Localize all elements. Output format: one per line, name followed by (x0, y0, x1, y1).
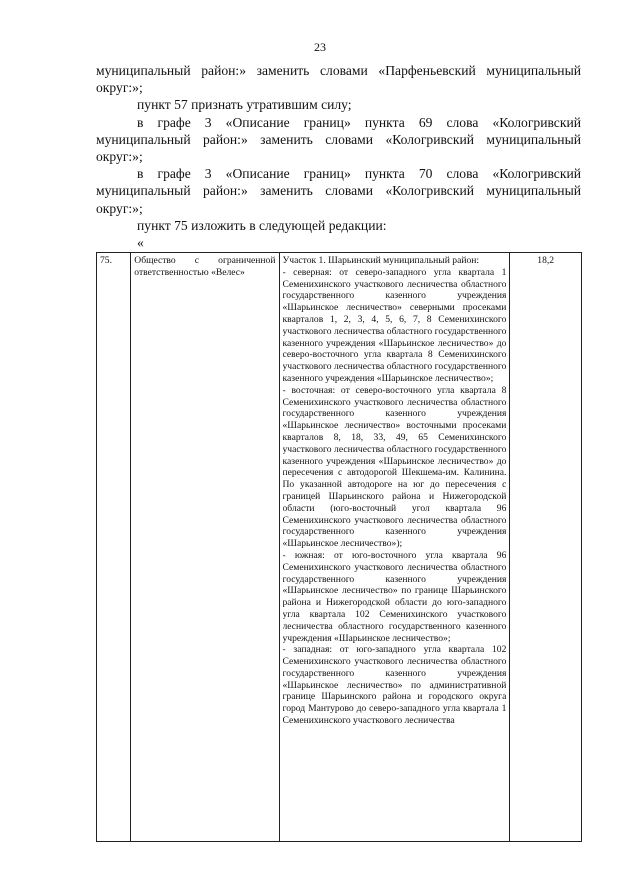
paragraph-3: в графе 3 «Описание границ» пункта 69 слова «Кологривский муниципальный район:» заменить словами «Кологривский муниципальный округ:»; (96, 114, 581, 165)
table-row (97, 253, 582, 842)
description-body (283, 255, 507, 839)
paragraph-1: муниципальный район:» заменить словами «Парфеньевский муниципальный округ:»; (96, 63, 581, 96)
description-line-north: - северная: от северо-западного угла квартала 1 Семенихинского участкового лесничества областного государственного казенного учреждения «Шарьинское лесничество» северными просеками кварталов 1, 2, 3, 4, 5, 6, 7, 8 Семенихинского участкового лесничества областного государственного казенного учреждения «Шарьинское лесничество» до северо-восточного угла квартала 8 Семенихинского участкового лесничества областного государственного казенного учреждения «Шарьинское лесничество»; (282, 266, 507, 384)
boundaries-table (96, 252, 582, 842)
area-value: 18,2 (510, 253, 582, 842)
description-line-title: Участок 1. Шарьинский муниципальный район: (282, 255, 480, 266)
paragraph-4: в графе 3 «Описание границ» пункта 70 слова «Кологривский муниципальный район:» заменить словами «Кологривский муниципальный округ:»; (96, 166, 581, 216)
opening-quote: « (137, 235, 144, 251)
amendment-text (96, 62, 581, 251)
boundary-description (279, 253, 510, 842)
organization-name: Общество с ограниченной ответственностью «Велес» (131, 253, 279, 842)
paragraph-5: пункт 75 изложить в следующей редакции: (137, 217, 387, 233)
description-line-east: - восточная: от северо-восточного угла квартала 8 Семенихинского участкового лесничества областного государственного казенного учреждения «Шарьинское лесничество» восточными просеками кварталов 8, 18, 33, 49, 65 Семенихинского участкового лесничества областного государственного казенного учреждения «Шарьинское лесничество» до пересечения с автодорогой Шекшема-им. Калинина. По указанной автодороге на юг до пересечения с границей Шарьинского района и Нижегородской области (юго-восточный угол квартала 96 Семенихинского участкового лесничества областного государственного казенного учреждения «Шарьинское лесничество»); (282, 384, 507, 550)
page-number: 23 (314, 40, 326, 54)
row-number: 75. (97, 253, 131, 842)
description-line-west: - западная: от юго-западного угла квартала 102 Семенихинского участкового лесничества областного государственного казенного учреждения «Шарьинское лесничество» по административной границе Шарьинского района и городского округа город Мантурово до северо-западного угла квартала 1 Семенихинского участкового лесничества (282, 644, 507, 727)
paragraph-2: пункт 57 признать утратившим силу; (137, 97, 352, 113)
description-line-south: - южная: от юго-восточного угла квартала 96 Семенихинского участкового лесничества областного государственного казенного учреждения «Шарьинское лесничество» по границе Шарьинского района и Нижегородской области до юго-западного угла квартала 102 Семенихинского участкового лесничества областного государственного казенного учреждения «Шарьинское лесничество»; (282, 549, 507, 644)
